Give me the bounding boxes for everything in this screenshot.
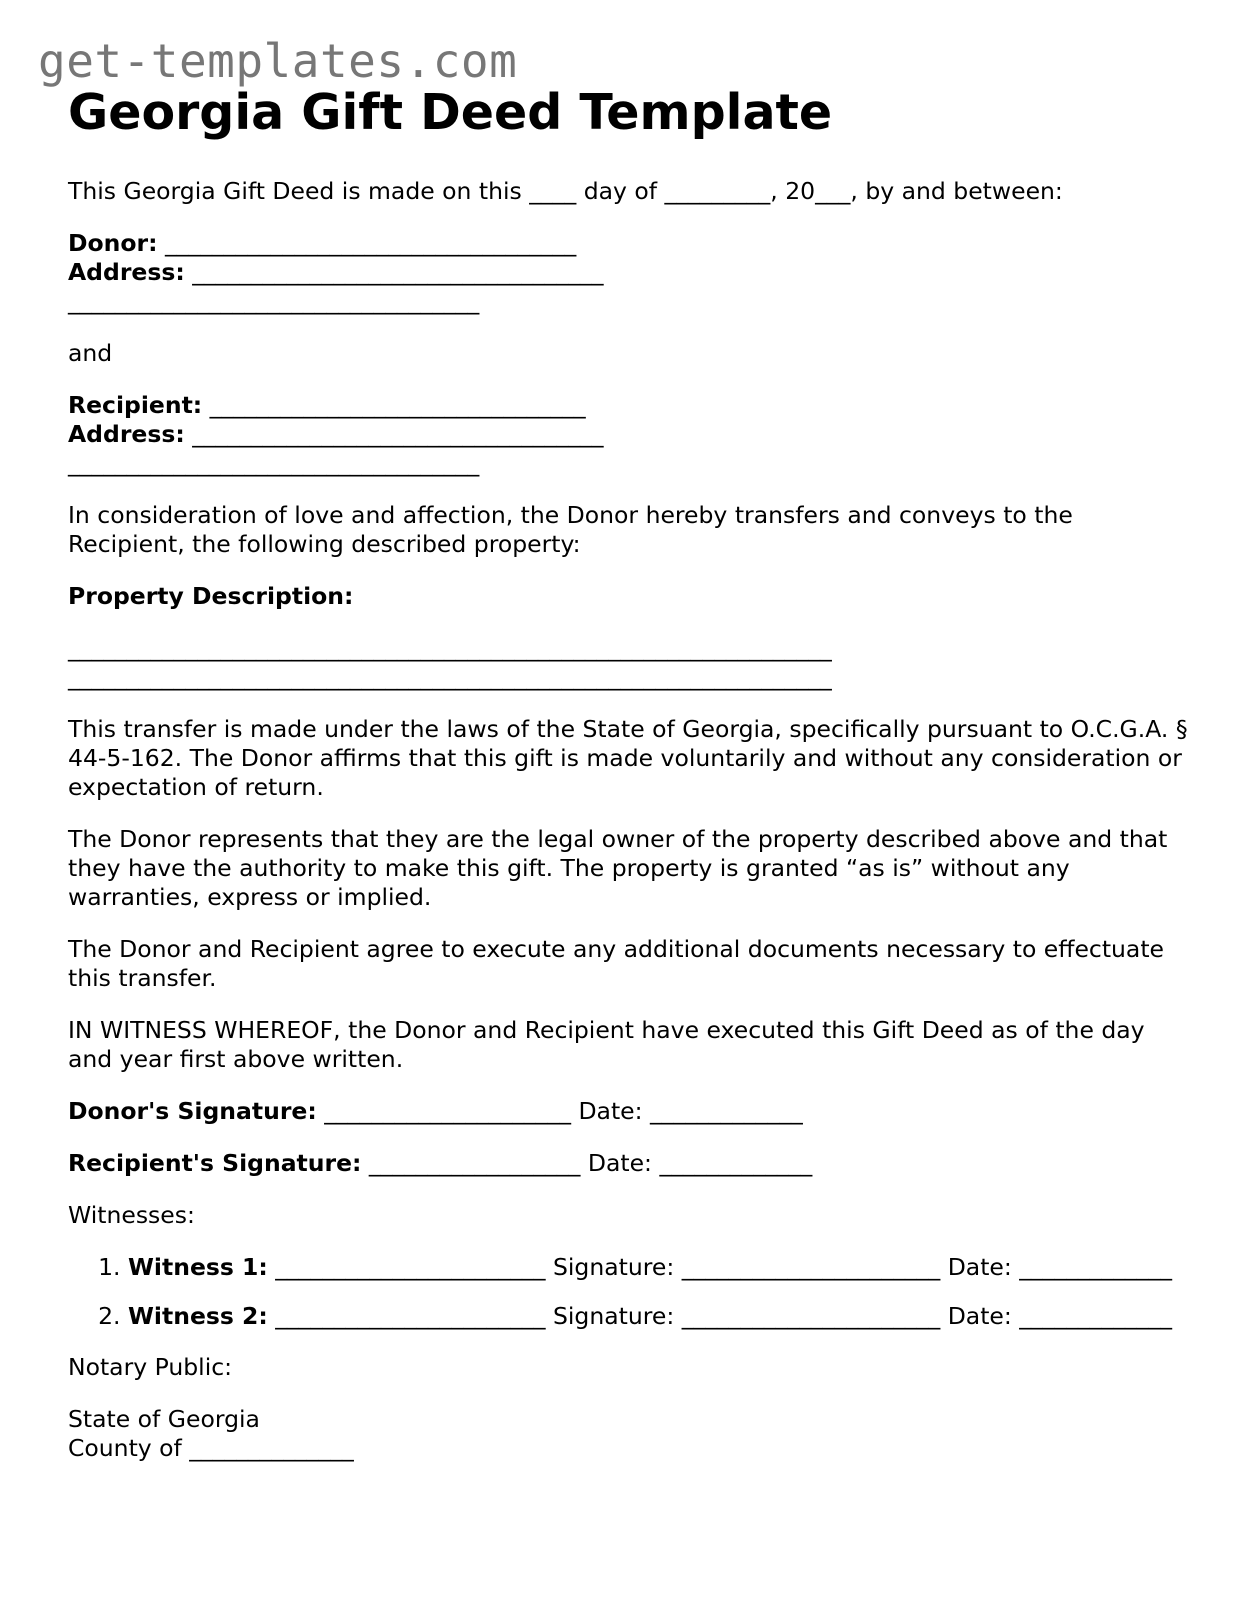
property-description-label: Property Description: [68,582,354,610]
donor-signature-line [68,1097,1188,1126]
and-text: and [68,339,113,367]
donor-line [68,229,1188,258]
recipient-address-blank: ___________________________________ [184,420,604,448]
witness-list [68,1253,1188,1331]
intro-paragraph: This Georgia Gift Deed is made on this ____ day of _________, 20___, by and between: [68,177,1063,205]
county-line: County of ______________ [68,1434,354,1462]
witness-label: Witness 2: [128,1302,268,1330]
property-line-1: _________________________________________________________________ [68,634,832,662]
state-line: State of Georgia [68,1405,260,1433]
document-body [68,177,1188,1486]
donor-address-line-2: ___________________________________ [68,287,480,315]
recipient-signature-blanks: __________________ Date: _____________ [361,1149,813,1177]
recipient-line [68,391,1188,420]
property-description-lines [68,634,1188,692]
ownership-paragraph: The Donor represents that they are the legal owner of the property described above and that they have the authority to make this gift. The property is granted “as is” without any warranties, express or implied. [68,825,1168,911]
recipient-address-line [68,420,1188,449]
list-item [128,1302,1188,1331]
property-line-2: _________________________________________________________________ [68,663,832,691]
recipient-signature-label: Recipient's Signature: [68,1149,362,1177]
page-title: Georgia Gift Deed Template [68,84,833,141]
recipient-address-label: Address: [68,420,185,448]
notary-label: Notary Public: [68,1353,233,1381]
notary-block [68,1405,1188,1463]
donor-name-blank: ___________________________________ [157,229,577,257]
consideration-paragraph: In consideration of love and affection, the Donor hereby transfers and conveys to the Recipient, the following described property: [68,501,1073,558]
donor-block [68,229,1188,316]
recipient-address-line-2: ___________________________________ [68,449,480,477]
donor-signature-label: Donor's Signature: [68,1097,317,1125]
list-item [128,1253,1188,1282]
witness-whereof-paragraph: IN WITNESS WHEREOF, the Donor and Recipient have executed this Gift Deed as of the day and year first above written. [68,1016,1145,1073]
donor-signature-blanks: _____________________ Date: _____________ [316,1097,803,1125]
recipient-label: Recipient: [68,391,203,419]
witness-blanks: _______________________ Signature: ______________________ Date: _____________ [267,1253,1173,1281]
donor-address-label: Address: [68,258,185,286]
recipient-name-blank: ________________________________ [202,391,586,419]
donor-address-blank: ___________________________________ [184,258,604,286]
witness-label: Witness 1: [128,1253,268,1281]
documents-paragraph: The Donor and Recipient agree to execute any additional documents necessary to effectuate this transfer. [68,935,1165,992]
watermark: get-templates.com [38,34,518,88]
recipient-block [68,391,1188,478]
donor-label: Donor: [68,229,158,257]
witness-blanks: _______________________ Signature: ______________________ Date: _____________ [267,1302,1173,1330]
law-paragraph: This transfer is made under the laws of the State of Georgia, specifically pursuant to O.C.G.A. § 44-5-162. The Donor affirms that this gift is made voluntarily and without any consideration or expectation of return. [68,715,1188,801]
donor-address-line [68,258,1188,287]
witnesses-label: Witnesses: [68,1201,195,1229]
recipient-signature-line [68,1149,1188,1178]
